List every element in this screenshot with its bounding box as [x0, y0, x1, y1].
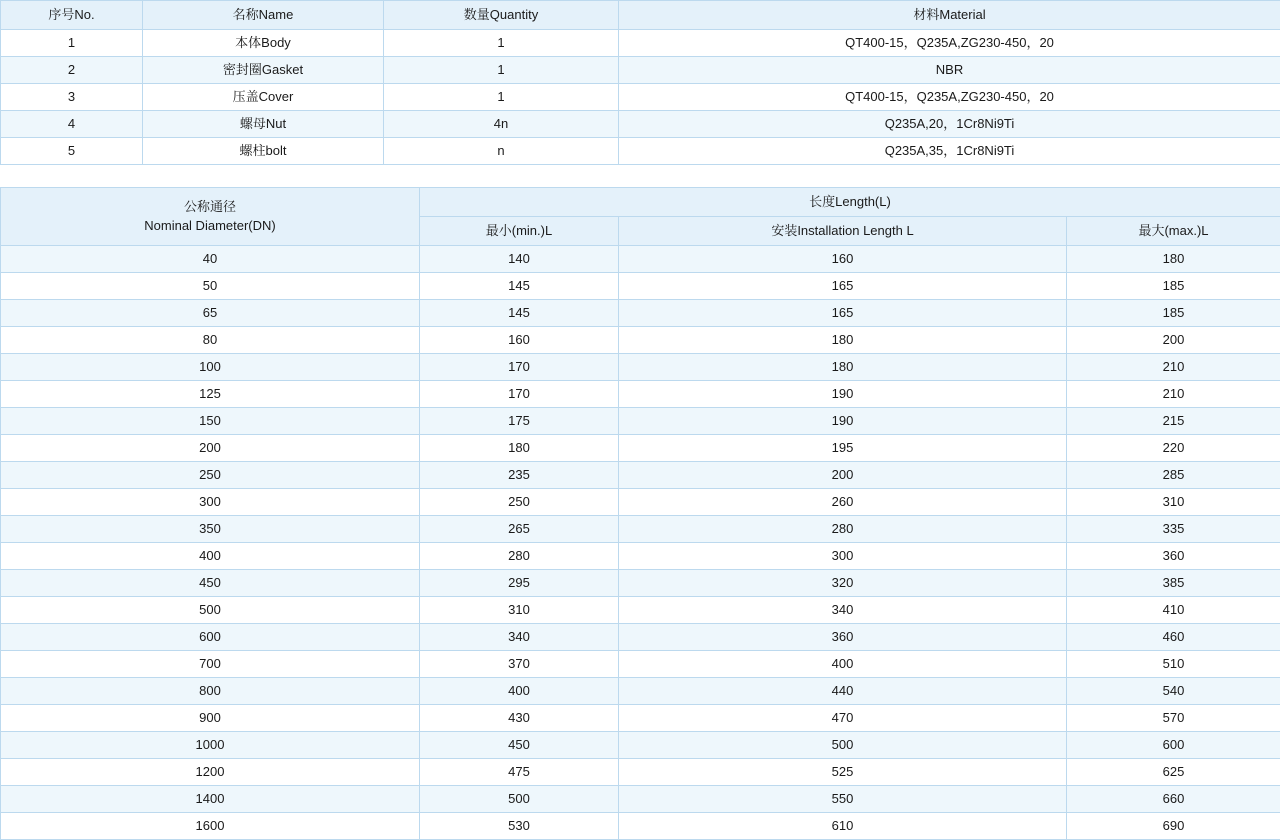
table-row: [1, 300, 1280, 327]
cell-dn: 125: [1, 381, 420, 408]
cell-name: 密封圈Gasket: [143, 57, 384, 84]
cell-install: 440: [619, 678, 1067, 705]
column-header-install-length: 安装Installation Length L: [619, 217, 1067, 246]
cell-dn: 1200: [1, 759, 420, 786]
table-row: [1, 138, 1280, 165]
column-header-nominal-diameter: [1, 188, 420, 246]
table-row: [1, 84, 1280, 111]
cell-material: QT400-15，Q235A,ZG230-450，20: [619, 84, 1280, 111]
cell-min: 340: [420, 624, 619, 651]
cell-min: 145: [420, 300, 619, 327]
cell-install: 195: [619, 435, 1067, 462]
cell-no: 5: [1, 138, 143, 165]
table-row: [1, 489, 1280, 516]
cell-max: 570: [1067, 705, 1280, 732]
cell-install: 470: [619, 705, 1067, 732]
cell-install: 160: [619, 246, 1067, 273]
cell-max: 540: [1067, 678, 1280, 705]
cell-dn: 400: [1, 543, 420, 570]
cell-min: 265: [420, 516, 619, 543]
cell-max: 220: [1067, 435, 1280, 462]
cell-dn: 250: [1, 462, 420, 489]
column-header-name: 名称Name: [143, 1, 384, 30]
length-table: [0, 187, 1280, 840]
cell-quantity: n: [384, 138, 619, 165]
cell-max: 180: [1067, 246, 1280, 273]
cell-max: 210: [1067, 381, 1280, 408]
cell-min: 450: [420, 732, 619, 759]
cell-name: 本体Body: [143, 30, 384, 57]
cell-min: 280: [420, 543, 619, 570]
table-row: [1, 408, 1280, 435]
column-header-quantity: 数量Quantity: [384, 1, 619, 30]
table-row: [1, 570, 1280, 597]
cell-min: 295: [420, 570, 619, 597]
column-header-length-group: 长度Length(L): [420, 188, 1280, 217]
cell-min: 400: [420, 678, 619, 705]
cell-dn: 300: [1, 489, 420, 516]
table-row: [1, 597, 1280, 624]
cell-install: 500: [619, 732, 1067, 759]
cell-max: 215: [1067, 408, 1280, 435]
cell-min: 250: [420, 489, 619, 516]
column-header-no: 序号No.: [1, 1, 143, 30]
cell-dn: 1600: [1, 813, 420, 840]
table-row: [1, 30, 1280, 57]
cell-no: 3: [1, 84, 143, 111]
materials-table: [0, 0, 1280, 165]
cell-material: Q235A,20，1Cr8Ni9Ti: [619, 111, 1280, 138]
cell-max: 510: [1067, 651, 1280, 678]
table-row: [1, 705, 1280, 732]
cell-no: 1: [1, 30, 143, 57]
cell-dn: 65: [1, 300, 420, 327]
cell-max: 200: [1067, 327, 1280, 354]
table-row: [1, 57, 1280, 84]
table-row: [1, 732, 1280, 759]
cell-min: 430: [420, 705, 619, 732]
table-row: [1, 462, 1280, 489]
cell-min: 310: [420, 597, 619, 624]
cell-install: 400: [619, 651, 1067, 678]
cell-dn: 600: [1, 624, 420, 651]
cell-dn: 800: [1, 678, 420, 705]
cell-min: 235: [420, 462, 619, 489]
cell-max: 310: [1067, 489, 1280, 516]
cell-max: 285: [1067, 462, 1280, 489]
cell-dn: 500: [1, 597, 420, 624]
cell-max: 185: [1067, 300, 1280, 327]
cell-min: 180: [420, 435, 619, 462]
table-row: [1, 759, 1280, 786]
cell-max: 185: [1067, 273, 1280, 300]
cell-dn: 80: [1, 327, 420, 354]
cell-min: 475: [420, 759, 619, 786]
cell-material: QT400-15，Q235A,ZG230-450，20: [619, 30, 1280, 57]
cell-install: 200: [619, 462, 1067, 489]
cell-name: 螺母Nut: [143, 111, 384, 138]
table-row: [1, 651, 1280, 678]
header-dn-chinese: 公称通径: [1, 198, 419, 217]
cell-min: 175: [420, 408, 619, 435]
cell-install: 280: [619, 516, 1067, 543]
cell-dn: 200: [1, 435, 420, 462]
table-row: [1, 327, 1280, 354]
table-row: [1, 786, 1280, 813]
cell-install: 525: [619, 759, 1067, 786]
column-header-material: 材料Material: [619, 1, 1280, 30]
table-row: [1, 111, 1280, 138]
cell-install: 180: [619, 354, 1067, 381]
cell-install: 340: [619, 597, 1067, 624]
cell-dn: 40: [1, 246, 420, 273]
cell-dn: 1400: [1, 786, 420, 813]
cell-install: 165: [619, 300, 1067, 327]
cell-min: 140: [420, 246, 619, 273]
cell-min: 170: [420, 381, 619, 408]
table-row: [1, 435, 1280, 462]
cell-max: 660: [1067, 786, 1280, 813]
cell-min: 160: [420, 327, 619, 354]
cell-min: 145: [420, 273, 619, 300]
cell-max: 625: [1067, 759, 1280, 786]
cell-install: 610: [619, 813, 1067, 840]
cell-dn: 1000: [1, 732, 420, 759]
table-row: [1, 624, 1280, 651]
column-header-max-length: 最大(max.)L: [1067, 217, 1280, 246]
cell-name: 压盖Cover: [143, 84, 384, 111]
table-row: [1, 381, 1280, 408]
column-header-min-length: 最小(min.)L: [420, 217, 619, 246]
table-row: [1, 678, 1280, 705]
cell-min: 530: [420, 813, 619, 840]
cell-no: 2: [1, 57, 143, 84]
cell-install: 190: [619, 408, 1067, 435]
cell-material: Q235A,35，1Cr8Ni9Ti: [619, 138, 1280, 165]
cell-dn: 450: [1, 570, 420, 597]
cell-max: 600: [1067, 732, 1280, 759]
cell-install: 300: [619, 543, 1067, 570]
cell-dn: 350: [1, 516, 420, 543]
cell-dn: 50: [1, 273, 420, 300]
materials-table-header-row: [1, 1, 1280, 30]
cell-dn: 100: [1, 354, 420, 381]
table-row: [1, 813, 1280, 840]
cell-no: 4: [1, 111, 143, 138]
cell-install: 550: [619, 786, 1067, 813]
cell-quantity: 1: [384, 30, 619, 57]
length-table-header-row-1: [1, 188, 1280, 217]
table-row: [1, 543, 1280, 570]
cell-max: 460: [1067, 624, 1280, 651]
cell-max: 360: [1067, 543, 1280, 570]
cell-max: 385: [1067, 570, 1280, 597]
cell-dn: 700: [1, 651, 420, 678]
header-dn-english: Nominal Diameter(DN): [1, 217, 419, 236]
cell-max: 335: [1067, 516, 1280, 543]
table-row: [1, 246, 1280, 273]
cell-dn: 150: [1, 408, 420, 435]
cell-min: 370: [420, 651, 619, 678]
cell-quantity: 4n: [384, 111, 619, 138]
cell-install: 360: [619, 624, 1067, 651]
cell-install: 165: [619, 273, 1067, 300]
cell-max: 210: [1067, 354, 1280, 381]
cell-min: 500: [420, 786, 619, 813]
cell-install: 260: [619, 489, 1067, 516]
cell-max: 690: [1067, 813, 1280, 840]
table-row: [1, 354, 1280, 381]
cell-material: NBR: [619, 57, 1280, 84]
cell-quantity: 1: [384, 57, 619, 84]
cell-quantity: 1: [384, 84, 619, 111]
cell-name: 螺柱bolt: [143, 138, 384, 165]
cell-max: 410: [1067, 597, 1280, 624]
cell-install: 190: [619, 381, 1067, 408]
cell-dn: 900: [1, 705, 420, 732]
table-row: [1, 516, 1280, 543]
cell-min: 170: [420, 354, 619, 381]
table-row: [1, 273, 1280, 300]
cell-install: 320: [619, 570, 1067, 597]
cell-install: 180: [619, 327, 1067, 354]
